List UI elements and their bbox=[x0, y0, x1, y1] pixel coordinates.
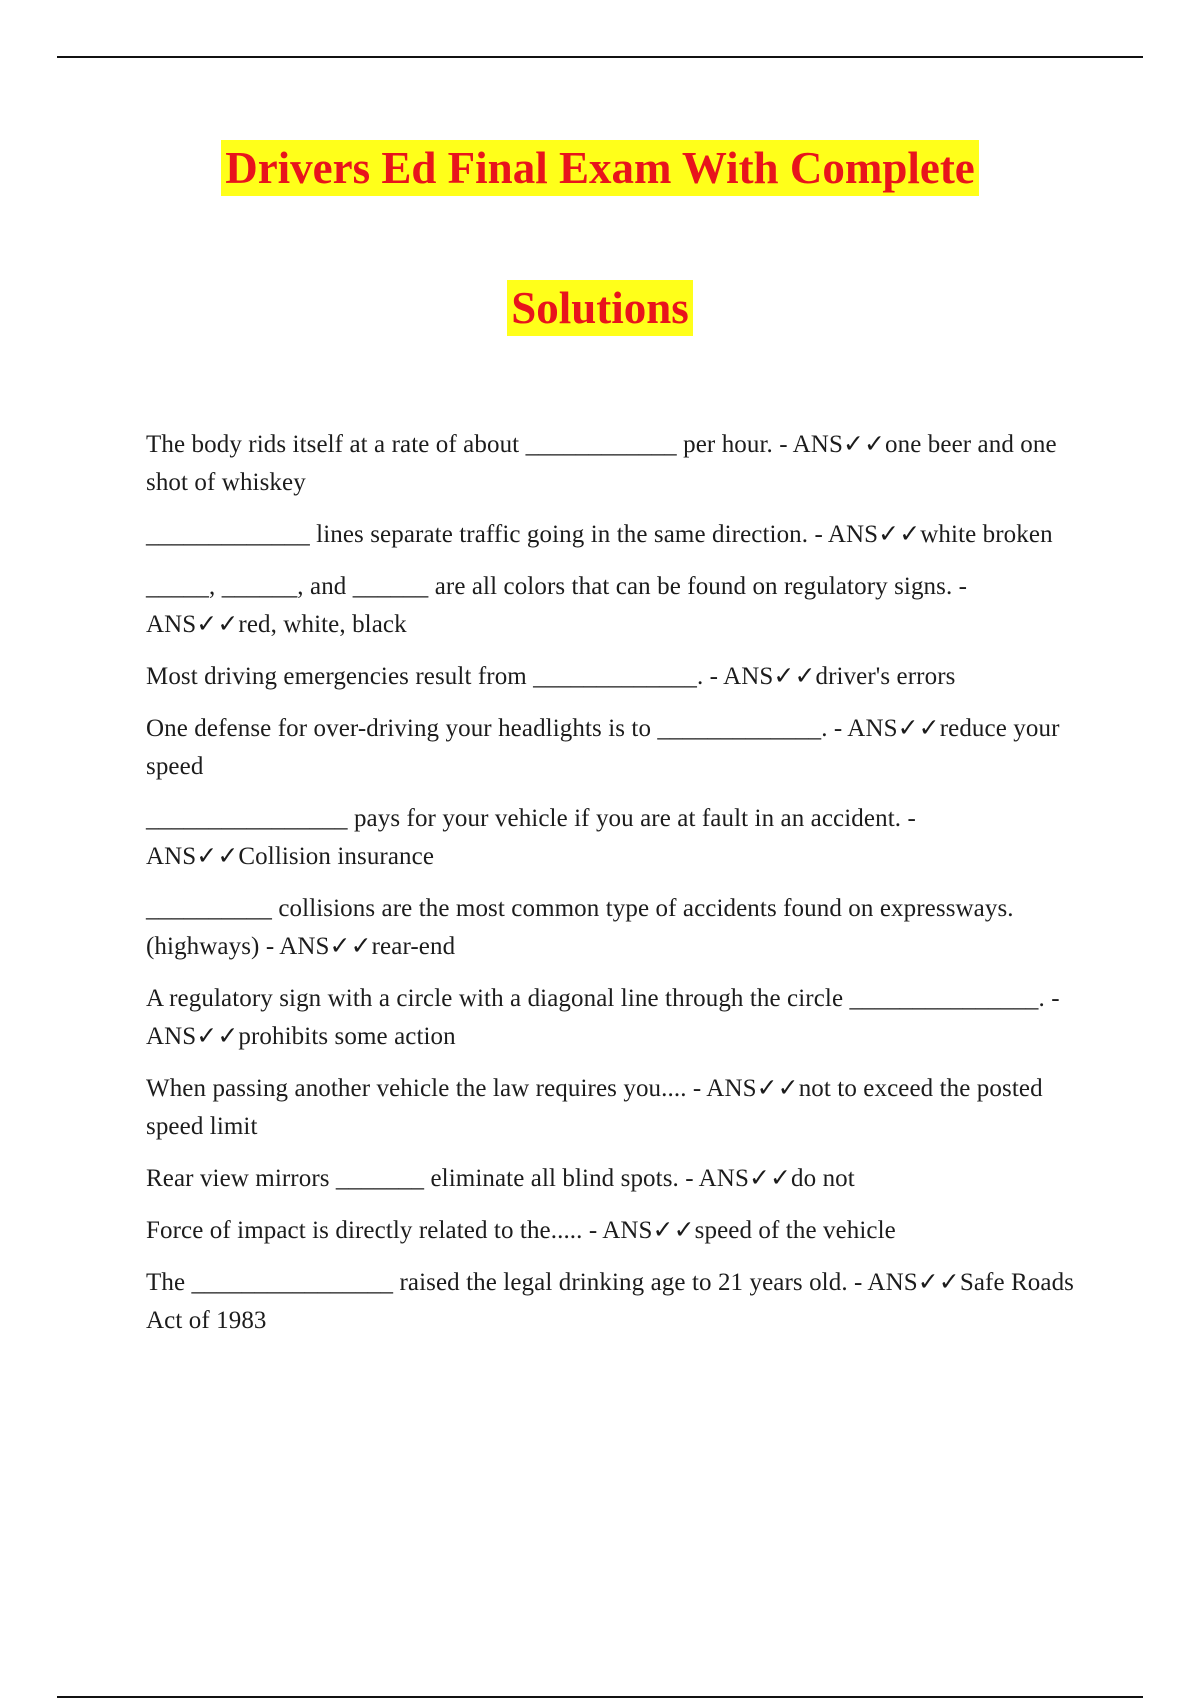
qa-item: The ________________ raised the legal drinking age to 21 years old. - ANS✓✓Safe Roads Act of 1983 bbox=[146, 1269, 1075, 1334]
qa-list bbox=[146, 426, 1076, 1354]
qa-item: Most driving emergencies result from _____________. - ANS✓✓driver's errors bbox=[146, 663, 956, 690]
qa-item: ________________ pays for your vehicle if you are at fault in an accident. - ANS✓✓Collision insurance bbox=[146, 805, 916, 870]
qa-item: When passing another vehicle the law requires you.... - ANS✓✓not to exceed the posted speed limit bbox=[146, 1075, 1043, 1140]
qa-item: The body rids itself at a rate of about ____________ per hour. - ANS✓✓one beer and one shot of whiskey bbox=[146, 431, 1057, 496]
bottom-rule bbox=[57, 1696, 1143, 1698]
qa-item: _____, ______, and ______ are all colors that can be found on regulatory signs. - ANS✓✓red, white, black bbox=[146, 573, 968, 638]
title-line-2: Solutions bbox=[507, 280, 693, 336]
qa-item: _____________ lines separate traffic going in the same direction. - ANS✓✓white broken bbox=[146, 521, 1053, 548]
qa-item: Force of impact is directly related to the..... - ANS✓✓speed of the vehicle bbox=[146, 1217, 896, 1244]
title-line-1: Drivers Ed Final Exam With Complete bbox=[221, 140, 979, 196]
qa-item: __________ collisions are the most common type of accidents found on expressways. (highways) - ANS✓✓rear-end bbox=[146, 895, 1014, 960]
qa-item: Rear view mirrors _______ eliminate all blind spots. - ANS✓✓do not bbox=[146, 1165, 855, 1192]
qa-item: One defense for over-driving your headlights is to _____________. - ANS✓✓reduce your speed bbox=[146, 715, 1060, 780]
document-title bbox=[0, 140, 1200, 336]
top-rule bbox=[57, 56, 1143, 58]
qa-item: A regulatory sign with a circle with a diagonal line through the circle _______________. - ANS✓✓prohibits some action bbox=[146, 985, 1060, 1050]
